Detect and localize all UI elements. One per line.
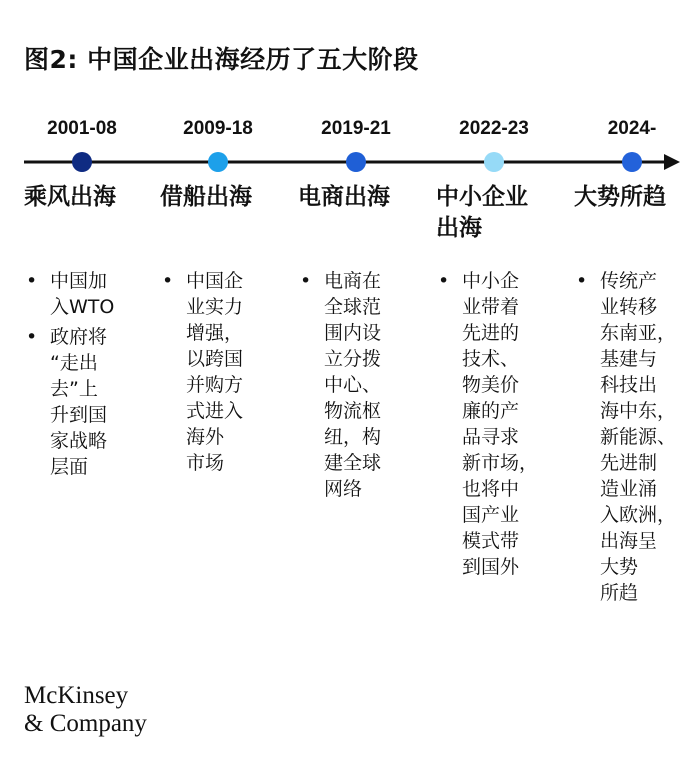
- bullet-dot-icon: •: [576, 270, 588, 292]
- stage-title: [574, 182, 700, 213]
- stage-title: [160, 182, 290, 213]
- bullet-text-line: 增强，: [186, 322, 244, 344]
- stage-title-line: 出海: [436, 215, 482, 241]
- stage-dot: [72, 152, 92, 172]
- brand-line: & Company: [24, 710, 147, 737]
- bullet-text-line: 全球范: [324, 296, 382, 318]
- bullet-list: [436, 268, 538, 584]
- bullet-dot-icon: •: [26, 270, 38, 292]
- figure-title: 图2: 中国企业出海经历了五大阶段: [24, 45, 419, 74]
- bullet-text-line: 海中东，: [600, 400, 677, 422]
- bullet-text-line: 中小企: [462, 270, 520, 292]
- bullet-text-line: 中国企: [186, 270, 244, 292]
- bullet-text-line: 新市场，: [462, 452, 539, 474]
- stage-dot: [208, 152, 228, 172]
- bullet-text-line: 先进制: [600, 452, 658, 474]
- bullet-text-line: 大势: [600, 556, 639, 578]
- bullet-text-line: 围内设: [324, 322, 382, 344]
- bullet-text-line: 业带着: [462, 296, 520, 318]
- bullet-text-line: 入WTO: [50, 296, 115, 318]
- stage-column: [436, 182, 566, 578]
- bullet-text-line: 市场: [186, 452, 225, 474]
- stage-title-line: 电商出海: [298, 184, 390, 210]
- bullet-text-line: 新能源、: [600, 426, 677, 448]
- mckinsey-logo: [24, 682, 147, 738]
- bullet-dot-icon: •: [26, 326, 38, 348]
- stage-dot: [484, 152, 504, 172]
- bullet-list: [24, 268, 114, 484]
- bullet-text-line: 传统产: [600, 270, 658, 292]
- bullet-item: [24, 324, 114, 480]
- bullet-text-line: 科技出: [600, 374, 658, 396]
- bullet-text-line: 所趋: [600, 582, 639, 604]
- bullet-text-line: 层面: [50, 456, 89, 478]
- bullet-item: [298, 268, 381, 502]
- bullet-dot-icon: •: [162, 270, 174, 292]
- period-label: 2024-: [607, 118, 657, 139]
- bullet-text-line: 中国加: [50, 270, 108, 292]
- bullet-text-line: 技术、: [462, 348, 520, 370]
- arrow-head-icon: [664, 154, 680, 170]
- timeline: [0, 110, 700, 190]
- bullet-text-line: 模式带: [462, 530, 520, 552]
- bullet-list: [160, 268, 243, 480]
- bullet-text-line: 东南亚，: [600, 322, 677, 344]
- timeline-axis: [0, 148, 700, 178]
- stage-title: [24, 182, 154, 213]
- period-label: 2009-18: [183, 118, 253, 139]
- bullet-item: [24, 268, 114, 320]
- bullet-text-line: 基建与: [600, 348, 658, 370]
- bullet-text-line: 以跨国: [186, 348, 244, 370]
- bullet-list: [298, 268, 381, 506]
- stage-dot: [622, 152, 642, 172]
- bullet-item: [574, 268, 676, 606]
- bullet-text-line: 物流枢: [324, 400, 382, 422]
- period-label: 2001-08: [47, 118, 117, 139]
- bullet-text-line: 并购方: [186, 374, 244, 396]
- bullet-text-line: 也将中: [462, 478, 520, 500]
- stage-column: [160, 182, 290, 474]
- bullet-item: [436, 268, 538, 580]
- bullet-text-line: 物美价: [462, 374, 520, 396]
- stage-column: [298, 182, 428, 500]
- bullet-text-line: 去”上: [50, 378, 98, 400]
- bullet-text-line: 造业涌: [600, 478, 658, 500]
- stage-column: [574, 182, 700, 604]
- bullet-item: [160, 268, 243, 476]
- bullet-text-line: 业实力: [186, 296, 244, 318]
- bullet-text-line: 家战略: [50, 430, 108, 452]
- stage-title: [298, 182, 428, 213]
- brand-line: McKinsey: [24, 682, 129, 709]
- bullet-text-line: 政府将: [50, 326, 108, 348]
- bullet-text-line: 式进入: [186, 400, 244, 422]
- bullet-list: [574, 268, 676, 610]
- bullet-text-line: 纽，构: [324, 426, 382, 448]
- bullet-text-line: 品寻求: [462, 426, 520, 448]
- bullet-text-line: 建全球: [324, 452, 382, 474]
- stage-title: [436, 182, 566, 244]
- stage-title-line: 中小企业: [436, 184, 528, 210]
- bullet-dot-icon: •: [438, 270, 450, 292]
- bullet-text-line: 入欧洲，: [600, 504, 677, 526]
- bullet-text-line: 廉的产: [462, 400, 520, 422]
- stage-column: [24, 182, 154, 478]
- bullet-text-line: 到国外: [462, 556, 520, 578]
- stage-title-line: 乘风出海: [24, 184, 116, 210]
- bullet-text-line: 先进的: [462, 322, 520, 344]
- stage-title-line: 借船出海: [160, 184, 252, 210]
- bullet-text-line: 海外: [186, 426, 225, 448]
- bullet-text-line: 升到国: [50, 404, 108, 426]
- period-label: 2022-23: [459, 118, 529, 139]
- bullet-text-line: 立分拨: [324, 348, 382, 370]
- bullet-text-line: 国产业: [462, 504, 520, 526]
- bullet-text-line: 出海呈: [600, 530, 658, 552]
- stage-title-line: 大势所趋: [574, 184, 666, 210]
- bullet-text-line: 中心、: [324, 374, 382, 396]
- stage-dot: [346, 152, 366, 172]
- bullet-text-line: “走出: [50, 352, 98, 374]
- bullet-dot-icon: •: [300, 270, 312, 292]
- bullet-text-line: 业转移: [600, 296, 658, 318]
- bullet-text-line: 电商在: [324, 270, 382, 292]
- period-label: 2019-21: [321, 118, 391, 139]
- bullet-text-line: 网络: [324, 478, 363, 500]
